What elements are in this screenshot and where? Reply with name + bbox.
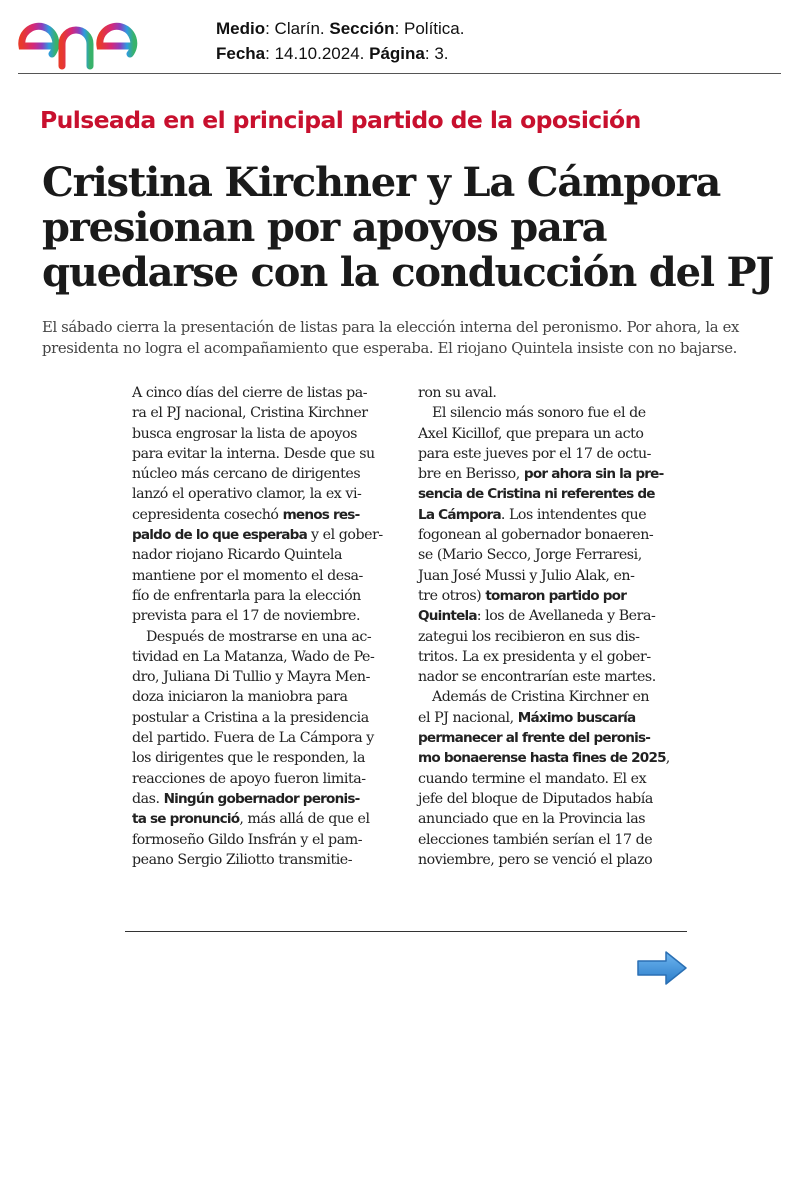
text-line: La Cámpora. Los intendentes que (418, 506, 647, 523)
text-line: sencia de Cristina ni referentes de (418, 486, 655, 503)
publication-metadata (216, 16, 464, 66)
enel-logo (18, 6, 190, 72)
meta-line-medio: Medio: Clarín. Sección: Política. (216, 19, 465, 38)
page-header (0, 0, 800, 80)
article-kicker: Pulseada en el principal partido de la oposición (40, 106, 641, 134)
text-line: el PJ nacional, Máximo buscaría (418, 709, 636, 726)
arrow-right-icon[interactable] (636, 950, 688, 986)
text-line: bre en Berisso, por ahora sin la pre- (418, 466, 664, 483)
article-column-right: ron su aval. El silencio más sonoro fue el de Axel Kicillof, que prepara un acto para este jueves por el 17 de octu- bre en Berisso, por ahora sin la pre- sencia de Cristina ni referentes de La Cámpora. Los intendentes que fogonean al gobernador bonaeren- se (Mario Secco, Jorge Ferraresi, Juan José Mussi y Julio Alak, en- tre otros) tomaron partido por Quintela: los de Avellaneda y Bera- zategui los recibieron en sus dis- tritos. La ex presidenta y el gober- nador se encontrarían este martes. Además de Cristina Kirchner en el PJ nacional, Máximo buscaría permanecer al frente del peronis- mo bonaerense hasta fines de 2025, cuando termine el mandato. El ex jefe del bloque de Diputados había anunciado que en la Provincia las elecciones también serían el 17 de noviembre, pero se venció el plazo (418, 383, 676, 870)
article-deck: El sábado cierra la presentación de listas para la elección interna del peronismo. Por ahora, la ex presidenta no logra el acompañamiento que esperaba. El riojano Quintela insiste con no bajarse. (42, 319, 739, 357)
article-bottom-divider (125, 931, 687, 932)
article-headline: Cristina Kirchner y La Cámpora presionan por apoyos para quedarse con la conducción del PJ (42, 159, 774, 296)
header-divider (18, 73, 781, 74)
text-line: Quintela: los de Avellaneda y Bera- (418, 608, 656, 625)
text-line: paldo de lo que esperaba y el gober- (132, 527, 383, 544)
text-line: mo bonaerense hasta fines de 2025, (418, 750, 670, 767)
article-column-left: A cinco días del cierre de listas pa- ra el PJ nacional, Cristina Kirchner busca engrosar la lista de apoyos para evitar la interna. Desde que su núcleo más cercano de dirigentes lanzó el operativo clamor, la ex vi- cepresidenta cosechó menos res- paldo de lo que esperaba y el gober- nador riojano Ricardo Quintela mantiene por el momento el desa- fío de enfrentarla para la elección prevista para el 17 de noviembre. Después de mostrarse en una ac- tividad en La Matanza, Wado de Pe- dro, Juliana Di Tullio y Mayra Men- doza iniciaron la maniobra para postular a Cristina a la presidencia del partido. Fuera de La Cámpora y los dirigentes que le responden, la reacciones de apoyo fueron limita- das. Ningún gobernador peronis- ta se pronunció, más allá de que el formoseño Gildo Insfrán y el pam- peano Sergio Ziliotto transmitie- (132, 383, 390, 870)
text-line: das. Ningún gobernador peronis- (132, 790, 360, 807)
text-line: tre otros) tomaron partido por (418, 587, 627, 604)
text-line: ta se pronunció, más allá de que el (132, 811, 370, 828)
meta-line-fecha: Fecha: 14.10.2024. Página: 3. (216, 44, 449, 63)
text-line: cepresidenta cosechó menos res- (132, 506, 360, 523)
text-line: permanecer al frente del peronis- (418, 730, 651, 747)
